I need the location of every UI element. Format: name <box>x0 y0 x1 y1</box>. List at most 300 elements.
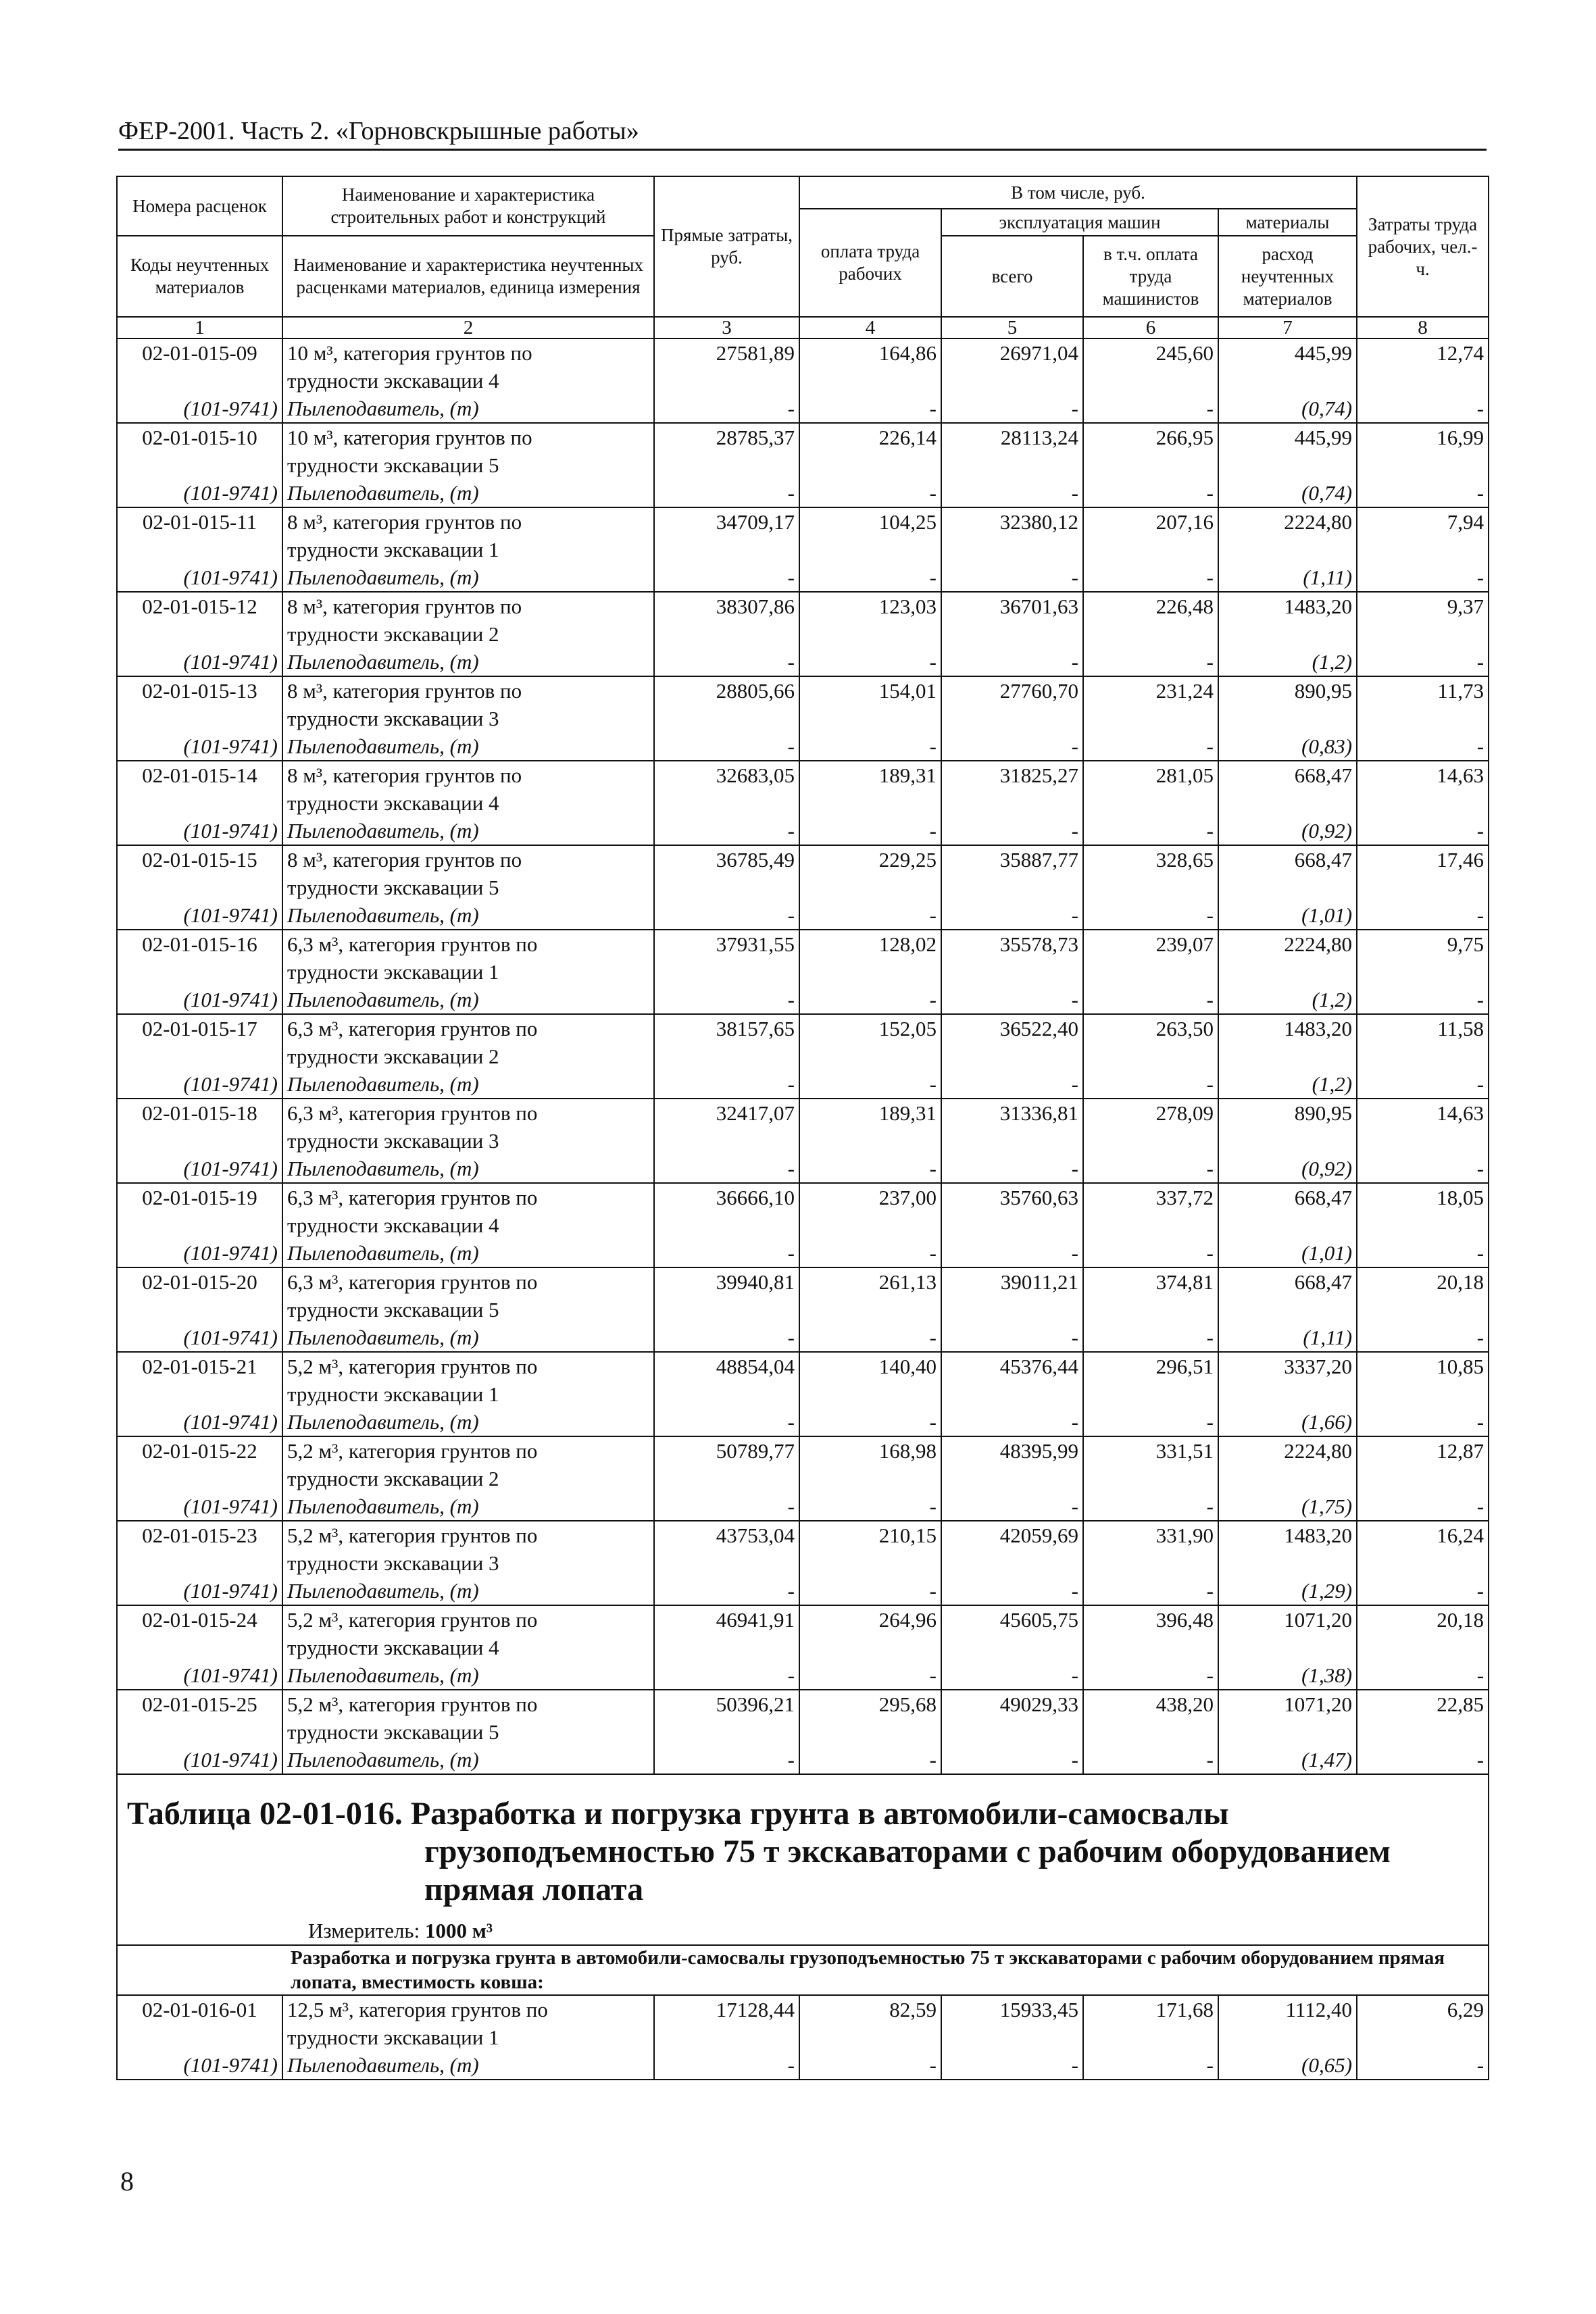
materials-cost: 1071,20 <box>1218 1690 1357 1746</box>
material-code: (101-9741) <box>117 479 282 507</box>
dash: - <box>1357 1746 1489 1774</box>
dash: - <box>654 2051 799 2080</box>
dash: - <box>1357 479 1489 507</box>
dash: - <box>1083 1239 1218 1267</box>
section-title: Таблица 02-01-016. Разработка и погрузка грунта в автомобили-самосвалы грузоподъемностью 75 т экскаваторами с рабочим оборудованием прямая лопата <box>127 1796 1391 1907</box>
machines-cost: 49029,33 <box>941 1690 1083 1746</box>
materials-cost: 1483,20 <box>1218 592 1357 648</box>
labor-cost: 17,46 <box>1357 845 1489 901</box>
material-name: Пылеподавитель, (т) <box>282 1408 654 1436</box>
col-number: 3 <box>654 317 799 338</box>
dash: - <box>654 479 799 507</box>
wages-cost: 226,14 <box>799 423 941 479</box>
col-number: 1 <box>117 317 282 338</box>
work-description: 10 м³, категория грунтов по трудности экскавации 4 <box>282 338 654 395</box>
machines-cost: 31336,81 <box>941 1099 1083 1155</box>
rate-row <box>117 1099 1489 1155</box>
dash: - <box>941 1408 1083 1436</box>
rate-code: 02-01-015-09 <box>117 338 282 395</box>
machinist-wages: 226,48 <box>1083 592 1218 648</box>
labor-cost: 18,05 <box>1357 1183 1489 1239</box>
machinist-wages: 281,05 <box>1083 761 1218 817</box>
rate-row <box>117 1995 1489 2051</box>
dash: - <box>941 1746 1083 1774</box>
col-number: 6 <box>1083 317 1218 338</box>
material-row <box>117 1746 1489 1774</box>
direct-cost: 36666,10 <box>654 1183 799 1239</box>
material-code: (101-9741) <box>117 1408 282 1436</box>
rate-code: 02-01-015-15 <box>117 845 282 901</box>
wages-cost: 189,31 <box>799 1099 941 1155</box>
labor-cost: 11,73 <box>1357 676 1489 732</box>
dash: - <box>1083 1155 1218 1183</box>
dash: - <box>941 1155 1083 1183</box>
material-name: Пылеподавитель, (т) <box>282 817 654 845</box>
dash: - <box>941 395 1083 423</box>
material-row <box>117 1492 1489 1521</box>
dash: - <box>1357 817 1489 845</box>
dash: - <box>799 1155 941 1183</box>
materials-cost: 1483,20 <box>1218 1014 1357 1070</box>
material-name: Пылеподавитель, (т) <box>282 1492 654 1521</box>
rate-code: 02-01-015-16 <box>117 930 282 986</box>
material-quantity: (1,66) <box>1218 1408 1357 1436</box>
material-name: Пылеподавитель, (т) <box>282 563 654 592</box>
material-name: Пылеподавитель, (т) <box>282 648 654 676</box>
dash: - <box>799 1070 941 1099</box>
rate-row <box>117 423 1489 479</box>
material-code: (101-9741) <box>117 1746 282 1774</box>
dash: - <box>1083 1492 1218 1521</box>
labor-cost: 9,37 <box>1357 592 1489 648</box>
col-direct-header: Прямые затраты, руб. <box>654 176 799 317</box>
material-row <box>117 817 1489 845</box>
col-number: 7 <box>1218 317 1357 338</box>
labor-cost: 10,85 <box>1357 1352 1489 1408</box>
wages-cost: 82,59 <box>799 1995 941 2051</box>
material-code: (101-9741) <box>117 732 282 761</box>
material-row <box>117 395 1489 423</box>
rate-row <box>117 676 1489 732</box>
dash: - <box>941 1577 1083 1605</box>
labor-cost: 22,85 <box>1357 1690 1489 1746</box>
material-name: Пылеподавитель, (т) <box>282 1324 654 1352</box>
material-quantity: (0,74) <box>1218 479 1357 507</box>
dash: - <box>1083 2051 1218 2080</box>
dash: - <box>799 1661 941 1690</box>
dash: - <box>654 1577 799 1605</box>
machinist-wages: 245,60 <box>1083 338 1218 395</box>
dash: - <box>1083 563 1218 592</box>
rate-code: 02-01-015-20 <box>117 1267 282 1324</box>
material-row <box>117 2051 1489 2080</box>
dash: - <box>799 479 941 507</box>
material-quantity: (1,38) <box>1218 1661 1357 1690</box>
dash: - <box>941 732 1083 761</box>
dash: - <box>1357 1492 1489 1521</box>
col-materials-header: материалы <box>1218 209 1357 236</box>
material-name: Пылеподавитель, (т) <box>282 1239 654 1267</box>
materials-cost: 1483,20 <box>1218 1521 1357 1577</box>
wages-cost: 168,98 <box>799 1436 941 1492</box>
wages-cost: 104,25 <box>799 507 941 563</box>
material-code: (101-9741) <box>117 2051 282 2080</box>
material-row <box>117 1577 1489 1605</box>
dash: - <box>799 1746 941 1774</box>
rate-code: 02-01-015-17 <box>117 1014 282 1070</box>
material-name: Пылеподавитель, (т) <box>282 395 654 423</box>
labor-cost: 7,94 <box>1357 507 1489 563</box>
dash: - <box>654 1746 799 1774</box>
material-row <box>117 648 1489 676</box>
rate-row <box>117 1267 1489 1324</box>
rate-row <box>117 845 1489 901</box>
work-description: 5,2 м³, категория грунтов по трудности экскавации 4 <box>282 1605 654 1661</box>
work-description: 8 м³, категория грунтов по трудности экскавации 2 <box>282 592 654 648</box>
material-quantity: (1,2) <box>1218 986 1357 1014</box>
work-description: 6,3 м³, категория грунтов по трудности экскавации 1 <box>282 930 654 986</box>
dash: - <box>654 648 799 676</box>
work-description: 6,3 м³, категория грунтов по трудности экскавации 4 <box>282 1183 654 1239</box>
materials-cost: 890,95 <box>1218 676 1357 732</box>
dash: - <box>799 1324 941 1352</box>
rate-row <box>117 1352 1489 1408</box>
dash: - <box>1083 1070 1218 1099</box>
dash: - <box>1357 395 1489 423</box>
dash: - <box>1357 2051 1489 2080</box>
materials-cost: 668,47 <box>1218 1183 1357 1239</box>
dash: - <box>654 1070 799 1099</box>
labor-cost: 6,29 <box>1357 1995 1489 2051</box>
col-machines-header: эксплуатация машин <box>941 209 1218 236</box>
dash: - <box>1083 395 1218 423</box>
machines-cost: 26971,04 <box>941 338 1083 395</box>
wages-cost: 189,31 <box>799 761 941 817</box>
machinist-wages: 296,51 <box>1083 1352 1218 1408</box>
material-row <box>117 732 1489 761</box>
col-number: 8 <box>1357 317 1489 338</box>
machines-cost: 45605,75 <box>941 1605 1083 1661</box>
material-name: Пылеподавитель, (т) <box>282 479 654 507</box>
material-name: Пылеподавитель, (т) <box>282 986 654 1014</box>
dash: - <box>1357 1239 1489 1267</box>
page-header: ФЕР-2001. Часть 2. «Горновскрышные работы» <box>118 116 1487 151</box>
dash: - <box>941 817 1083 845</box>
dash: - <box>941 1492 1083 1521</box>
labor-cost: 12,87 <box>1357 1436 1489 1492</box>
work-description: 8 м³, категория грунтов по трудности экскавации 3 <box>282 676 654 732</box>
material-quantity: (0,92) <box>1218 817 1357 845</box>
dash: - <box>1357 732 1489 761</box>
dash: - <box>654 901 799 930</box>
dash: - <box>799 2051 941 2080</box>
dash: - <box>941 2051 1083 2080</box>
materials-cost: 1112,40 <box>1218 1995 1357 2051</box>
dash: - <box>654 395 799 423</box>
dash: - <box>1083 1577 1218 1605</box>
material-code: (101-9741) <box>117 1239 282 1267</box>
dash: - <box>799 1492 941 1521</box>
material-code: (101-9741) <box>117 1492 282 1521</box>
work-description: 6,3 м³, категория грунтов по трудности экскавации 3 <box>282 1099 654 1155</box>
materials-cost: 890,95 <box>1218 1099 1357 1155</box>
dash: - <box>654 563 799 592</box>
dash: - <box>1357 1661 1489 1690</box>
direct-cost: 34709,17 <box>654 507 799 563</box>
work-description: 8 м³, категория грунтов по трудности экскавации 4 <box>282 761 654 817</box>
machines-cost: 27760,70 <box>941 676 1083 732</box>
machinist-wages: 396,48 <box>1083 1605 1218 1661</box>
direct-cost: 17128,44 <box>654 1995 799 2051</box>
machines-cost: 15933,45 <box>941 1995 1083 2051</box>
material-name: Пылеподавитель, (т) <box>282 1746 654 1774</box>
rate-row <box>117 1436 1489 1492</box>
rate-code: 02-01-015-25 <box>117 1690 282 1746</box>
dash: - <box>941 1239 1083 1267</box>
rates-table <box>116 176 1489 2080</box>
rate-row <box>117 930 1489 986</box>
rate-code: 02-01-015-23 <box>117 1521 282 1577</box>
dash: - <box>799 1239 941 1267</box>
dash: - <box>799 395 941 423</box>
dash: - <box>1357 986 1489 1014</box>
materials-cost: 2224,80 <box>1218 930 1357 986</box>
dash: - <box>799 986 941 1014</box>
rate-row <box>117 761 1489 817</box>
direct-cost: 48854,04 <box>654 1352 799 1408</box>
rate-code: 02-01-015-24 <box>117 1605 282 1661</box>
rate-code: 02-01-016-01 <box>117 1995 282 2051</box>
direct-cost: 28785,37 <box>654 423 799 479</box>
col-work-name-header: Наименование и характеристика строительных работ и конструкций <box>282 176 654 236</box>
work-description: 5,2 м³, категория грунтов по трудности экскавации 5 <box>282 1690 654 1746</box>
section-016 <box>117 1774 1489 1995</box>
dash: - <box>654 1239 799 1267</box>
machinist-wages: 278,09 <box>1083 1099 1218 1155</box>
material-quantity: (1,01) <box>1218 901 1357 930</box>
rate-code: 02-01-015-18 <box>117 1099 282 1155</box>
dash: - <box>1083 479 1218 507</box>
dash: - <box>654 1408 799 1436</box>
dash: - <box>941 1661 1083 1690</box>
wages-cost: 140,40 <box>799 1352 941 1408</box>
dash: - <box>654 732 799 761</box>
material-quantity: (1,75) <box>1218 1492 1357 1521</box>
rate-code: 02-01-015-21 <box>117 1352 282 1408</box>
rate-row <box>117 338 1489 395</box>
machines-cost: 32380,12 <box>941 507 1083 563</box>
machines-cost: 35760,63 <box>941 1183 1083 1239</box>
direct-cost: 28805,66 <box>654 676 799 732</box>
dash: - <box>654 1661 799 1690</box>
direct-cost: 32683,05 <box>654 761 799 817</box>
work-description: 5,2 м³, категория грунтов по трудности экскавации 1 <box>282 1352 654 1408</box>
material-code: (101-9741) <box>117 901 282 930</box>
machinist-wages: 438,20 <box>1083 1690 1218 1746</box>
material-code: (101-9741) <box>117 1577 282 1605</box>
dash: - <box>941 1070 1083 1099</box>
machinist-wages: 263,50 <box>1083 1014 1218 1070</box>
col-material-names-header: Наименование и характеристика неучтенных расценками материалов, единица измерения <box>282 236 654 317</box>
dash: - <box>1357 1324 1489 1352</box>
material-quantity: (0,83) <box>1218 732 1357 761</box>
material-quantity: (0,65) <box>1218 2051 1357 2080</box>
dash: - <box>1083 648 1218 676</box>
labor-cost: 12,74 <box>1357 338 1489 395</box>
rate-code: 02-01-015-22 <box>117 1436 282 1492</box>
dash: - <box>1083 732 1218 761</box>
material-quantity: (1,2) <box>1218 648 1357 676</box>
section-subheading: Разработка и погрузка грунта в автомобили-самосвалы грузоподъемностью 75 т экскаваторами с рабочим оборудованием прямая лопата, вместимость ковша: <box>282 1945 1489 1995</box>
page-number: 8 <box>120 2166 134 2196</box>
machinist-wages: 239,07 <box>1083 930 1218 986</box>
rate-code: 02-01-015-19 <box>117 1183 282 1239</box>
material-name: Пылеподавитель, (т) <box>282 1577 654 1605</box>
material-code: (101-9741) <box>117 563 282 592</box>
material-quantity: (1,2) <box>1218 1070 1357 1099</box>
col-number: 4 <box>799 317 941 338</box>
dash: - <box>654 1492 799 1521</box>
machinist-wages: 331,90 <box>1083 1521 1218 1577</box>
material-row <box>117 986 1489 1014</box>
work-description: 8 м³, категория грунтов по трудности экскавации 5 <box>282 845 654 901</box>
col-rate-number-header: Номера расценок <box>117 176 282 236</box>
dash: - <box>1357 1070 1489 1099</box>
machines-cost: 39011,21 <box>941 1267 1083 1324</box>
machines-cost: 35578,73 <box>941 930 1083 986</box>
material-code: (101-9741) <box>117 1155 282 1183</box>
dash: - <box>654 986 799 1014</box>
direct-cost: 38307,86 <box>654 592 799 648</box>
dash: - <box>654 1155 799 1183</box>
labor-cost: 11,58 <box>1357 1014 1489 1070</box>
material-name: Пылеподавитель, (т) <box>282 1661 654 1690</box>
measure-unit: Измеритель: 1000 м³ <box>308 1919 493 1942</box>
direct-cost: 32417,07 <box>654 1099 799 1155</box>
wages-cost: 128,02 <box>799 930 941 986</box>
machines-cost: 36522,40 <box>941 1014 1083 1070</box>
work-description: 10 м³, категория грунтов по трудности экскавации 5 <box>282 423 654 479</box>
material-quantity: (1,11) <box>1218 1324 1357 1352</box>
direct-cost: 43753,04 <box>654 1521 799 1577</box>
machinist-wages: 331,51 <box>1083 1436 1218 1492</box>
material-quantity: (1,47) <box>1218 1746 1357 1774</box>
labor-cost: 16,99 <box>1357 423 1489 479</box>
machinist-wages: 374,81 <box>1083 1267 1218 1324</box>
dash: - <box>1357 563 1489 592</box>
rate-code: 02-01-015-12 <box>117 592 282 648</box>
col-material-codes-header: Коды неучтенных материалов <box>117 236 282 317</box>
machines-cost: 42059,69 <box>941 1521 1083 1577</box>
rate-code: 02-01-015-10 <box>117 423 282 479</box>
material-name: Пылеподавитель, (т) <box>282 1070 654 1099</box>
table-header <box>117 176 1489 338</box>
material-name: Пылеподавитель, (т) <box>282 901 654 930</box>
dash: - <box>799 1577 941 1605</box>
machinist-wages: 207,16 <box>1083 507 1218 563</box>
material-code: (101-9741) <box>117 648 282 676</box>
material-name: Пылеподавитель, (т) <box>282 2051 654 2080</box>
labor-cost: 14,63 <box>1357 1099 1489 1155</box>
material-quantity: (0,74) <box>1218 395 1357 423</box>
dash: - <box>941 479 1083 507</box>
material-row <box>117 1408 1489 1436</box>
wages-cost: 152,05 <box>799 1014 941 1070</box>
dash: - <box>941 648 1083 676</box>
wages-cost: 164,86 <box>799 338 941 395</box>
dash: - <box>799 732 941 761</box>
col-number: 2 <box>282 317 654 338</box>
dash: - <box>1357 1155 1489 1183</box>
material-code: (101-9741) <box>117 817 282 845</box>
materials-cost: 2224,80 <box>1218 507 1357 563</box>
material-name: Пылеподавитель, (т) <box>282 732 654 761</box>
rate-row <box>117 1521 1489 1577</box>
wages-cost: 261,13 <box>799 1267 941 1324</box>
wages-cost: 295,68 <box>799 1690 941 1746</box>
material-row <box>117 1070 1489 1099</box>
material-row <box>117 563 1489 592</box>
materials-cost: 445,99 <box>1218 423 1357 479</box>
wages-cost: 229,25 <box>799 845 941 901</box>
machines-cost: 36701,63 <box>941 592 1083 648</box>
wages-cost: 210,15 <box>799 1521 941 1577</box>
dash: - <box>941 1324 1083 1352</box>
labor-cost: 14,63 <box>1357 761 1489 817</box>
labor-cost: 20,18 <box>1357 1267 1489 1324</box>
material-code: (101-9741) <box>117 395 282 423</box>
direct-cost: 37931,55 <box>654 930 799 986</box>
material-code: (101-9741) <box>117 986 282 1014</box>
dash: - <box>799 901 941 930</box>
materials-cost: 668,47 <box>1218 761 1357 817</box>
labor-cost: 16,24 <box>1357 1521 1489 1577</box>
material-row <box>117 1155 1489 1183</box>
dash: - <box>1357 1577 1489 1605</box>
dash: - <box>799 817 941 845</box>
dash: - <box>799 563 941 592</box>
dash: - <box>1357 1408 1489 1436</box>
rate-row <box>117 507 1489 563</box>
rate-row <box>117 1183 1489 1239</box>
work-description: 6,3 м³, категория грунтов по трудности экскавации 2 <box>282 1014 654 1070</box>
dash: - <box>799 648 941 676</box>
labor-cost: 9,75 <box>1357 930 1489 986</box>
materials-cost: 3337,20 <box>1218 1352 1357 1408</box>
col-wages-header: оплата труда рабочих <box>799 209 941 317</box>
dash: - <box>941 563 1083 592</box>
material-row <box>117 901 1489 930</box>
materials-cost: 668,47 <box>1218 1267 1357 1324</box>
dash: - <box>1083 1661 1218 1690</box>
col-number: 5 <box>941 317 1083 338</box>
material-name: Пылеподавитель, (т) <box>282 1155 654 1183</box>
dash: - <box>1357 648 1489 676</box>
col-materials-use-header: расход неучтенных материалов <box>1218 236 1357 317</box>
materials-cost: 445,99 <box>1218 338 1357 395</box>
wages-cost: 123,03 <box>799 592 941 648</box>
col-machines-total-header: всего <box>941 236 1083 317</box>
dash: - <box>1083 817 1218 845</box>
machinist-wages: 266,95 <box>1083 423 1218 479</box>
rate-code: 02-01-015-13 <box>117 676 282 732</box>
material-row <box>117 1239 1489 1267</box>
material-code: (101-9741) <box>117 1070 282 1099</box>
dash: - <box>1357 901 1489 930</box>
rate-row <box>117 1014 1489 1070</box>
materials-cost: 668,47 <box>1218 845 1357 901</box>
material-row <box>117 1324 1489 1352</box>
